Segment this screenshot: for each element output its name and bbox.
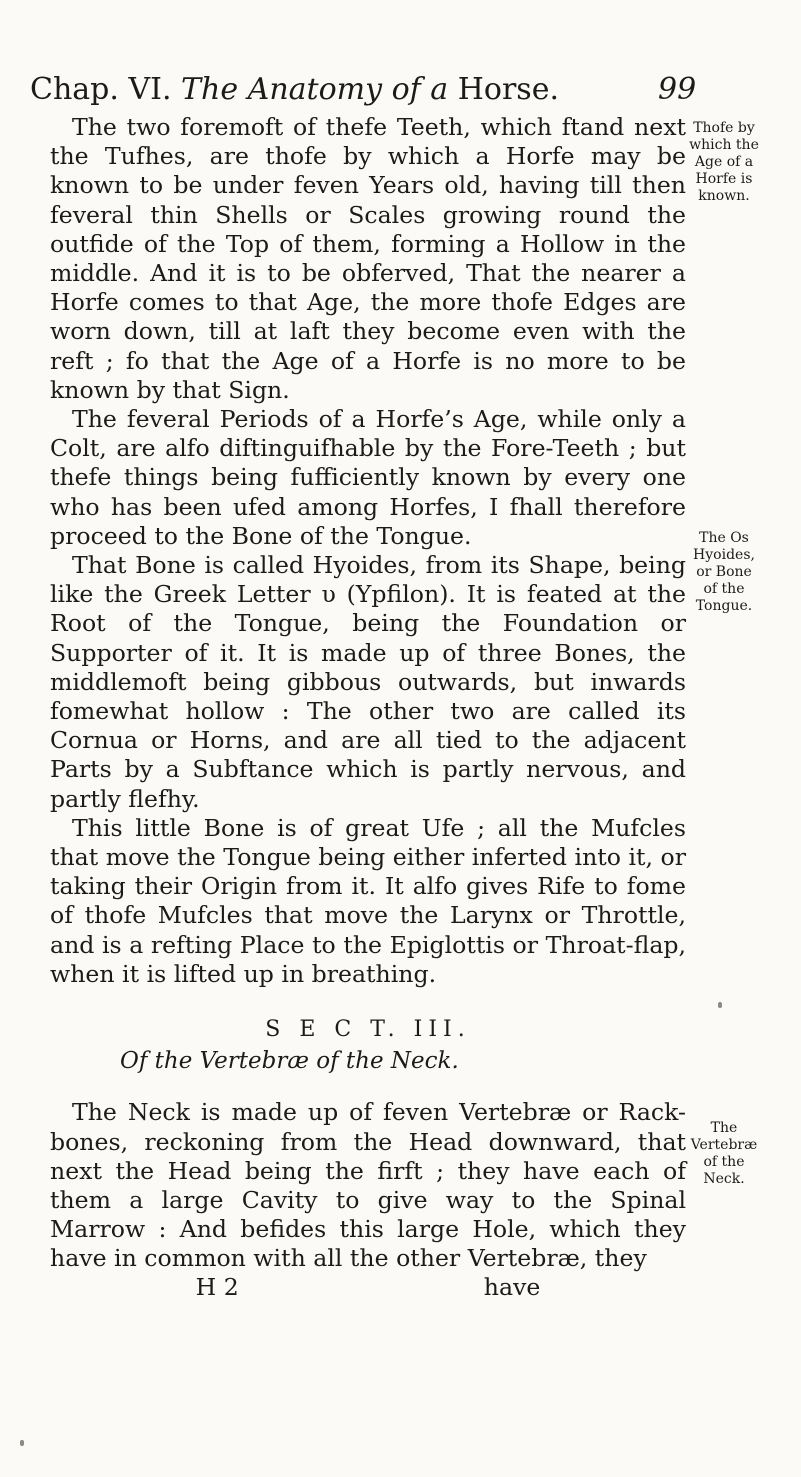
signature-mark: H 2 <box>195 1272 239 1301</box>
margin-note-vertebrae: The Vertebræ of the Neck. <box>690 1120 758 1187</box>
section-heading: S E C T. III. <box>265 1017 471 1043</box>
catchword: have <box>483 1272 541 1301</box>
margin-note-hyoides: The Os Hyoides, or Bone of the Tongue. <box>693 530 755 614</box>
paper-speck <box>20 1440 24 1446</box>
section-subheading: Of the Vertebræ of the Neck. <box>120 1048 459 1075</box>
main-text <box>50 113 686 1300</box>
margin-note-age: Thofe by which the Age of a Horfe is known. <box>689 120 759 204</box>
paragraph-hyoides-use: This little Bone is of great Ufe ; all the Mufcles that move the Tongue being either inferted into it, or taking their Origin from it. It alfo gives Rife to fome of thofe Mufcles that move the Larynx or Throttle, and is a refting Place to the Epiglottis or Throat-flap, when it is lifted up in breathing. <box>50 813 686 988</box>
paragraph-hyoides: That Bone is called Hyoides, from its Shape, being like the Greek Letter υ (Ypfilon). It is feated at the Root of the Tongue, being the Foundation or Supporter of it. It is made up of three Bones, the middlemoft being gibbous outwards, but inwards fomewhat hollow : The other two are called its Cornua or Horns, and are all tied to the adjacent Parts by a Subftance which is partly nervous, and partly flefhy. <box>50 551 686 813</box>
chapter-label: Chap. VI. <box>30 72 172 107</box>
paragraph-age-periods: The feveral Periods of a Horfe’s Age, while only a Colt, are alfo diftinguifhable by the Fore-Teeth ; but thefe things being fufficiently known by every one who has been ufed among Horfes, I fhall therefore proceed to the Bone of the Tongue. <box>50 405 686 550</box>
page-number: 99 <box>658 72 697 107</box>
header-title: The Anatomy of a <box>181 72 449 107</box>
paragraph-teeth: The two foremoft of thefe Teeth, which ftand next the Tufhes, are thofe by which a Horfe may be known to be under feven Years old, having till then feveral thin Shells or Scales growing round the outfide of the Top of them, forming a Hollow in the middle. And it is to be obferved, That the nearer a Horfe comes to that Age, the more thofe Edges are worn down, till at laft they become even with the reft ; fo that the Age of a Horfe is no more to be known by that Sign. <box>50 113 686 404</box>
signature-line <box>50 1274 686 1300</box>
header-title-end: Horse. <box>457 72 559 107</box>
paragraph-neck: The Neck is made up of feven Vertebræ or Rack-bones, reckoning from the Head downward, that next the Head being the firft ; they have each of them a large Cavity to give way to the Spinal Marrow : And befides this large Hole, which they have in common with all the other Vertebræ, they <box>50 1098 686 1273</box>
paper-speck <box>718 1002 722 1008</box>
running-header <box>30 68 697 112</box>
